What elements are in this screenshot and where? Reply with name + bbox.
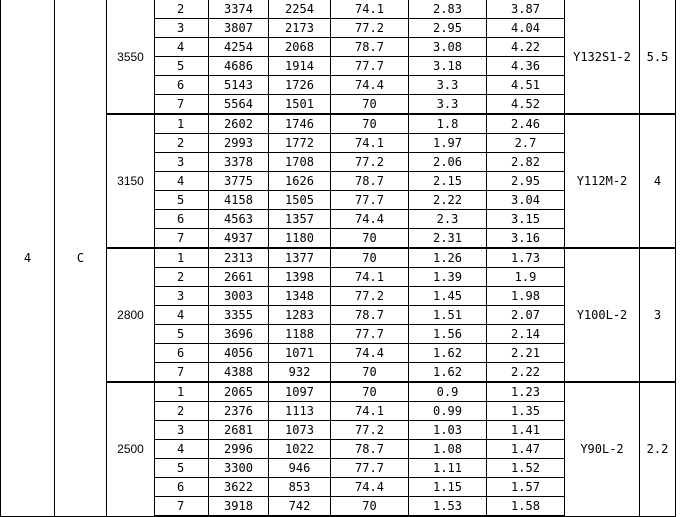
pressure-cell: 2173 [269,19,331,38]
airflow-cell: 4563 [209,210,269,229]
required-power-cell: 2.46 [487,114,565,134]
shaft-power-cell: 1.56 [409,325,487,344]
pressure-cell: 1022 [269,440,331,459]
shaft-power-cell: 1.62 [409,363,487,383]
efficiency-cell: 74.1 [331,268,409,287]
pressure-cell: 932 [269,363,331,383]
point-no-cell: 4 [155,440,209,459]
efficiency-cell: 77.7 [331,191,409,210]
efficiency-cell: 74.1 [331,134,409,153]
shaft-power-cell: 3.18 [409,57,487,76]
pressure-cell: 742 [269,497,331,517]
pressure-cell: 1097 [269,382,331,402]
pressure-cell: 1188 [269,325,331,344]
required-power-cell: 2.82 [487,153,565,172]
required-power-cell: 2.22 [487,363,565,383]
airflow-cell: 2993 [209,134,269,153]
pressure-cell: 2068 [269,38,331,57]
efficiency-cell: 78.7 [331,38,409,57]
airflow-cell: 4388 [209,363,269,383]
required-power-cell: 2.7 [487,134,565,153]
table-body [1,0,676,516]
shaft-power-cell: 3.3 [409,95,487,115]
efficiency-cell: 74.4 [331,76,409,95]
pressure-cell: 1746 [269,114,331,134]
point-no-cell: 7 [155,363,209,383]
shaft-power-cell: 0.99 [409,402,487,421]
shaft-power-cell: 3.3 [409,76,487,95]
shaft-power-cell: 1.53 [409,497,487,517]
shaft-power-cell: 1.15 [409,478,487,497]
airflow-cell: 2065 [209,382,269,402]
efficiency-cell: 77.2 [331,287,409,306]
point-no-cell: 6 [155,344,209,363]
point-no-cell: 6 [155,210,209,229]
motor-model-cell: Y132S1-2 [565,0,640,114]
efficiency-cell: 77.2 [331,153,409,172]
required-power-cell: 1.57 [487,478,565,497]
pressure-cell: 853 [269,478,331,497]
shaft-power-cell: 2.31 [409,229,487,249]
point-no-cell: 5 [155,325,209,344]
shaft-power-cell: 2.15 [409,172,487,191]
point-no-cell: 7 [155,497,209,517]
airflow-cell: 3300 [209,459,269,478]
efficiency-cell: 70 [331,114,409,134]
pressure-cell: 1398 [269,268,331,287]
airflow-cell: 2602 [209,114,269,134]
group-type-cell: C [55,0,107,516]
pressure-cell: 2254 [269,0,331,19]
airflow-cell: 5564 [209,95,269,115]
shaft-power-cell: 1.11 [409,459,487,478]
pressure-cell: 1348 [269,287,331,306]
required-power-cell: 1.58 [487,497,565,517]
efficiency-cell: 77.2 [331,421,409,440]
required-power-cell: 2.21 [487,344,565,363]
efficiency-cell: 77.7 [331,459,409,478]
point-no-cell: 5 [155,459,209,478]
shaft-power-cell: 3.08 [409,38,487,57]
efficiency-cell: 78.7 [331,306,409,325]
pressure-cell: 1914 [269,57,331,76]
required-power-cell: 1.98 [487,287,565,306]
required-power-cell: 1.23 [487,382,565,402]
airflow-cell: 3003 [209,287,269,306]
pressure-cell: 1357 [269,210,331,229]
speed-cell: 2500 [107,382,155,516]
shaft-power-cell: 2.06 [409,153,487,172]
airflow-cell: 3775 [209,172,269,191]
efficiency-cell: 74.1 [331,402,409,421]
required-power-cell: 1.73 [487,248,565,268]
motor-power-cell: 5.5 [640,0,676,114]
airflow-cell: 4056 [209,344,269,363]
airflow-cell: 4158 [209,191,269,210]
pressure-cell: 1501 [269,95,331,115]
airflow-cell: 3807 [209,19,269,38]
shaft-power-cell: 2.22 [409,191,487,210]
airflow-cell: 4686 [209,57,269,76]
efficiency-cell: 77.7 [331,325,409,344]
efficiency-cell: 70 [331,229,409,249]
pressure-cell: 1726 [269,76,331,95]
shaft-power-cell: 1.45 [409,287,487,306]
point-no-cell: 3 [155,153,209,172]
airflow-cell: 5143 [209,76,269,95]
required-power-cell: 2.95 [487,172,565,191]
pressure-cell: 1073 [269,421,331,440]
point-no-cell: 1 [155,114,209,134]
pressure-cell: 1113 [269,402,331,421]
efficiency-cell: 77.2 [331,19,409,38]
point-no-cell: 7 [155,95,209,115]
airflow-cell: 3622 [209,478,269,497]
efficiency-cell: 74.1 [331,0,409,19]
point-no-cell: 3 [155,287,209,306]
airflow-cell: 4937 [209,229,269,249]
point-no-cell: 5 [155,191,209,210]
point-no-cell: 1 [155,248,209,268]
required-power-cell: 4.36 [487,57,565,76]
speed-cell: 3150 [107,114,155,248]
shaft-power-cell: 1.62 [409,344,487,363]
speed-cell: 3550 [107,0,155,114]
required-power-cell: 4.51 [487,76,565,95]
pressure-cell: 1180 [269,229,331,249]
airflow-cell: 2313 [209,248,269,268]
required-power-cell: 1.47 [487,440,565,459]
point-no-cell: 4 [155,306,209,325]
efficiency-cell: 70 [331,95,409,115]
required-power-cell: 1.41 [487,421,565,440]
shaft-power-cell: 1.26 [409,248,487,268]
pressure-cell: 946 [269,459,331,478]
point-no-cell: 1 [155,382,209,402]
pressure-cell: 1377 [269,248,331,268]
point-no-cell: 4 [155,172,209,191]
efficiency-cell: 70 [331,248,409,268]
point-no-cell: 4 [155,38,209,57]
required-power-cell: 1.52 [487,459,565,478]
motor-model-cell: Y112M-2 [565,114,640,248]
table-row [1,0,676,19]
airflow-cell: 3374 [209,0,269,19]
motor-power-cell: 3 [640,248,676,382]
shaft-power-cell: 1.08 [409,440,487,459]
airflow-cell: 3378 [209,153,269,172]
airflow-cell: 3355 [209,306,269,325]
airflow-cell: 3918 [209,497,269,517]
shaft-power-cell: 0.9 [409,382,487,402]
required-power-cell: 3.87 [487,0,565,19]
shaft-power-cell: 1.97 [409,134,487,153]
motor-model-cell: Y90L-2 [565,382,640,516]
efficiency-cell: 78.7 [331,172,409,191]
required-power-cell: 4.04 [487,19,565,38]
required-power-cell: 4.22 [487,38,565,57]
point-no-cell: 2 [155,268,209,287]
pressure-cell: 1708 [269,153,331,172]
efficiency-cell: 74.4 [331,478,409,497]
efficiency-cell: 77.7 [331,57,409,76]
shaft-power-cell: 1.8 [409,114,487,134]
point-no-cell: 3 [155,421,209,440]
point-no-cell: 6 [155,76,209,95]
airflow-cell: 2996 [209,440,269,459]
point-no-cell: 5 [155,57,209,76]
efficiency-cell: 70 [331,382,409,402]
point-no-cell: 2 [155,134,209,153]
motor-power-cell: 4 [640,114,676,248]
pressure-cell: 1626 [269,172,331,191]
speed-cell: 2800 [107,248,155,382]
required-power-cell: 2.14 [487,325,565,344]
point-no-cell: 2 [155,0,209,19]
efficiency-cell: 70 [331,497,409,517]
airflow-cell: 4254 [209,38,269,57]
pressure-cell: 1505 [269,191,331,210]
shaft-power-cell: 2.95 [409,19,487,38]
required-power-cell: 1.9 [487,268,565,287]
pressure-cell: 1283 [269,306,331,325]
required-power-cell: 3.16 [487,229,565,249]
motor-model-cell: Y100L-2 [565,248,640,382]
point-no-cell: 3 [155,19,209,38]
point-no-cell: 7 [155,229,209,249]
airflow-cell: 2681 [209,421,269,440]
group-number-cell: 4 [1,0,55,516]
motor-power-cell: 2.2 [640,382,676,516]
airflow-cell: 2661 [209,268,269,287]
point-no-cell: 2 [155,402,209,421]
efficiency-cell: 70 [331,363,409,383]
required-power-cell: 3.04 [487,191,565,210]
shaft-power-cell: 1.51 [409,306,487,325]
efficiency-cell: 78.7 [331,440,409,459]
efficiency-cell: 74.4 [331,210,409,229]
shaft-power-cell: 1.03 [409,421,487,440]
airflow-cell: 3696 [209,325,269,344]
required-power-cell: 3.15 [487,210,565,229]
point-no-cell: 6 [155,478,209,497]
shaft-power-cell: 1.39 [409,268,487,287]
pressure-cell: 1772 [269,134,331,153]
shaft-power-cell: 2.83 [409,0,487,19]
airflow-cell: 2376 [209,402,269,421]
required-power-cell: 1.35 [487,402,565,421]
pressure-cell: 1071 [269,344,331,363]
required-power-cell: 4.52 [487,95,565,115]
required-power-cell: 2.07 [487,306,565,325]
efficiency-cell: 74.4 [331,344,409,363]
shaft-power-cell: 2.3 [409,210,487,229]
